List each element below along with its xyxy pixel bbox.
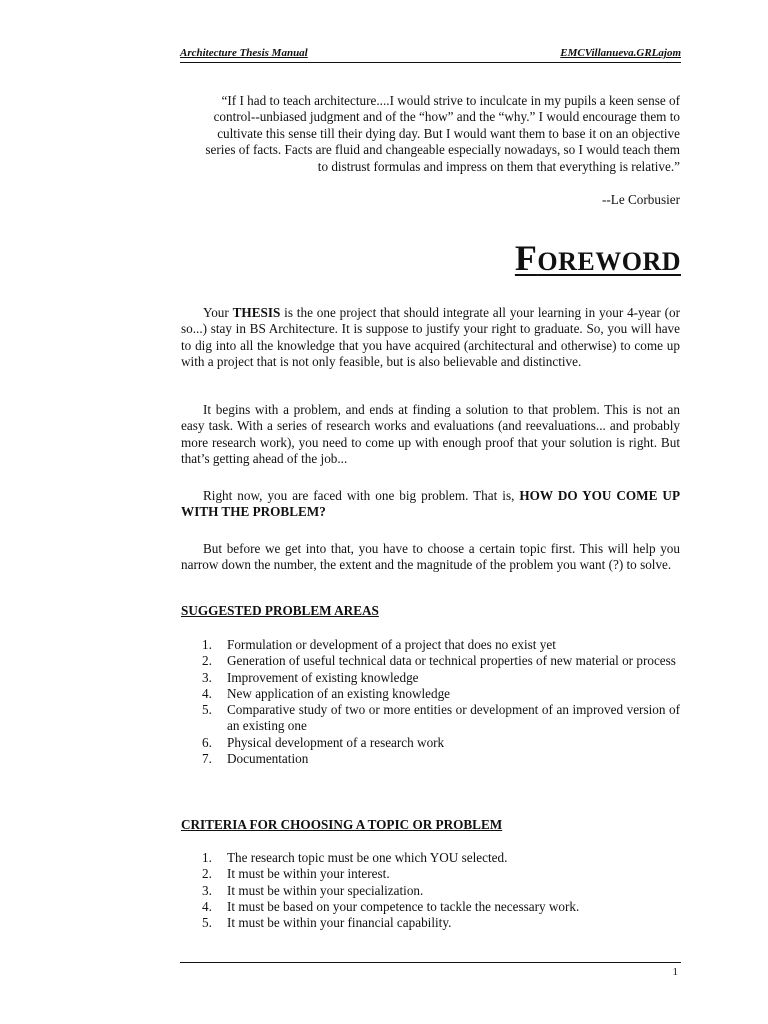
list-item [202,670,680,686]
list-item-text: Generation of useful technical data or technical properties of new material or process [227,653,676,669]
list-item [202,915,680,931]
title-first-letter: F [514,238,538,278]
list-item-text: It must be within your specialization. [227,882,424,898]
problem-areas-list [202,637,680,767]
list-number: 2. [202,653,212,669]
list-item-text: Comparative study of two or more entities or development of an improved version of an existing one [227,702,680,734]
list-item [202,637,680,653]
list-number: 1. [202,637,212,652]
paragraph-text: Right now, you are faced with one big problem. That is, [203,488,520,503]
list-item [202,899,680,915]
list-item [202,702,680,735]
list-item [202,686,680,702]
quote-line: control--unbiased judgment and of the “how” and the “why.” I would encourage them to [213,109,680,125]
list-number: 1. [202,850,212,865]
list-item [202,735,680,751]
list-number: 7. [202,751,212,767]
list-item [202,751,680,767]
quote-line: cultivate this sense till their dying day. But I would want them to base it on an objective [217,125,680,141]
paragraph-choose-topic: But before we get into that, you have to choose a certain topic first. This will help you narrow down the number, the extent and the magnitude of the problem you want (?) to solve. [181,541,680,573]
bold-question: HOW DO YOU COME UP WITH THE PROBLEM? [181,488,680,520]
list-item-text: New application of an existing knowledge [227,685,451,701]
epigraph-quote [184,93,680,175]
header-manual-title: Architecture Thesis Manual [180,47,308,59]
section-title-criteria: CRITERIA FOR CHOOSING A TOPIC OR PROBLEM [181,817,503,832]
running-header [180,46,681,63]
paragraph-big-problem [181,488,680,521]
paragraph-text: is the one project that should integrate all your learning in your 4-year (or so...) stay in BS Architecture. It is suppose to justify your right to graduate. So, you will have to dig into all the knowledge that you have acquired (architectural and otherwise) to come up with a project that is not only feasible, but is also believable and distinctive. [181,305,680,369]
list-item-text: Physical development of a research work [227,734,445,750]
list-item-text: Improvement of existing knowledge [227,669,419,685]
list-item-text: The research topic must be one which YOU selected. [227,850,508,865]
quote-line: to distrust formulas and impress on them that everything is relative.” [317,158,680,174]
list-item [202,883,680,899]
list-number: 2. [202,866,212,882]
list-number: 4. [202,685,212,701]
list-item-text: It must be based on your competence to tackle the necessary work. [227,898,580,914]
list-number: 5. [202,915,212,931]
list-item-text: It must be within your interest. [227,866,390,882]
quote-attribution: --Le Corbusier [602,192,680,207]
paragraph-thesis-intro [181,305,680,370]
quote-line: “If I had to teach architecture....I would strive to inculcate in my pupils a keen sense of [221,93,680,108]
section-title-problem-areas: SUGGESTED PROBLEM AREAS [181,603,379,618]
page-title [515,238,681,282]
bold-term-thesis: THESIS [232,305,281,320]
list-item [202,850,680,866]
list-number: 6. [202,734,212,750]
header-authors: EMCVillanueva.GRLajom [560,47,681,59]
list-number: 3. [202,882,212,898]
list-item-text: Formulation or development of a project that does no exist yet [227,637,556,652]
quote-line: series of facts. Facts are fluid and changeable especially nowadays, so I would teach them [205,142,680,158]
list-item-text: It must be within your financial capability. [227,915,452,931]
footer-divider [180,962,681,963]
paragraph-text: Your [203,305,233,320]
title-rest: OREWORD [537,247,681,276]
list-number: 4. [202,898,212,914]
list-number: 3. [202,669,212,685]
page-number: 1 [672,966,678,978]
list-item [202,866,680,882]
paragraph-problem-solution: It begins with a problem, and ends at finding a solution to that problem. This is not an easy task. With a series of research works and evaluations (and reevaluations... and probably more research work), you need to come up with enough proof that your solution is right. But that’s getting ahead of the job... [181,402,680,466]
list-item [202,653,680,669]
criteria-list [202,850,680,931]
list-item-text: Documentation [227,751,309,767]
list-number: 5. [202,702,212,718]
